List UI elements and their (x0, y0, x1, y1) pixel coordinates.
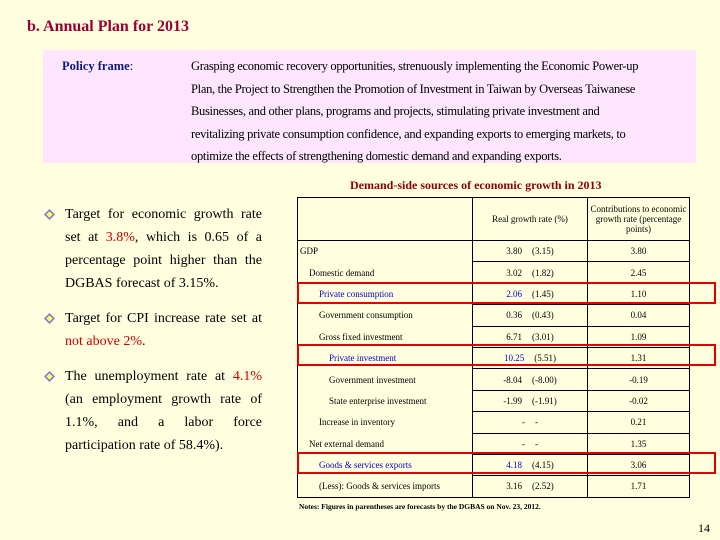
row-label-cell (298, 241, 473, 262)
page-number: 14 (698, 521, 710, 535)
growth-rate-cell (473, 283, 588, 304)
contribution-value: -0.02 (588, 390, 690, 411)
row-label: (Less): Goods & services imports (319, 481, 440, 492)
growth-value: - (522, 417, 525, 428)
bullet-unemployment-target: The unemployment rate at 4.1% (an employment growth rate of 1.1%, and a labor force participation rate of 58.4%). (40, 365, 262, 457)
growth-target-value: 3.8% (105, 230, 135, 245)
row-label: Private investment (329, 353, 397, 364)
growth-value: 2.06 (506, 288, 522, 299)
growth-value: 10.25 (504, 353, 525, 364)
table-row (298, 412, 690, 433)
page-title: b. Annual Plan for 2013 (27, 18, 189, 35)
contribution-value: 0.21 (588, 412, 690, 433)
row-label-cell (298, 283, 473, 304)
forecast-value: (4.15) (532, 460, 554, 471)
policy-frame-box (43, 50, 696, 163)
contribution-value: 1.71 (588, 476, 690, 497)
row-label: Goods & services exports (319, 460, 412, 471)
contribution-value: 1.09 (588, 326, 690, 347)
header-real-growth: Real growth rate (%) (473, 198, 588, 241)
row-label: Gross fixed investment (319, 331, 403, 342)
policy-line: Plan, the Project to Strengthen the Promotion of Investment in Taiwan by Overseas Taiwanese (191, 81, 636, 96)
growth-rate-cell (473, 241, 588, 262)
row-label-cell (298, 390, 473, 411)
policy-frame-label: Policy frame: (62, 59, 134, 73)
table-row (298, 283, 690, 304)
growth-rate-cell (473, 347, 588, 368)
contribution-value: 3.80 (588, 241, 690, 262)
contribution-value: 3.06 (588, 454, 690, 475)
forecast-value: (0.43) (532, 310, 554, 321)
growth-rate-cell (473, 454, 588, 475)
table-notes: Notes: Figures in parentheses are forecasts by the DGBAS on Nov. 23, 2012. (299, 502, 541, 511)
growth-rate-cell (473, 305, 588, 326)
row-label-cell (298, 476, 473, 497)
forecast-value: (1.45) (532, 288, 554, 299)
row-label: Government consumption (319, 310, 413, 321)
row-label-cell (298, 412, 473, 433)
forecast-value: (1.82) (532, 267, 554, 278)
row-label-cell (298, 454, 473, 475)
growth-value: -8.04 (503, 374, 522, 385)
forecast-value: - (535, 438, 538, 449)
growth-rate-cell (473, 326, 588, 347)
table-title: Demand-side sources of economic growth in 2013 (350, 178, 602, 192)
row-label-cell (298, 262, 473, 283)
contribution-value: 2.45 (588, 262, 690, 283)
growth-sources-table (297, 197, 690, 498)
header-contributions: Contributions to economic growth rate (percentage points) (588, 198, 690, 241)
forecast-value: (3.15) (532, 246, 554, 257)
row-label-cell (298, 326, 473, 347)
table-row (298, 241, 690, 262)
growth-rate-cell (473, 390, 588, 411)
table-row (298, 454, 690, 475)
row-label: Increase in inventory (319, 417, 395, 428)
growth-value: 3.16 (506, 481, 522, 492)
forecast-value: (5.51) (534, 353, 556, 364)
growth-rate-cell (473, 262, 588, 283)
row-label-cell (298, 369, 473, 390)
contribution-value: 1.31 (588, 347, 690, 368)
bullet-growth-target: Target for economic growth rate set at 3.8%, which is 0.65 of a percentage point higher than the DGBAS forecast of 3.15%. (40, 203, 262, 295)
row-label: Domestic demand (309, 267, 375, 278)
row-label: Private consumption (319, 288, 394, 299)
growth-rate-cell (473, 476, 588, 497)
policy-line: revitalizing private consumption confidence, and expanding exports to emerging markets, to (191, 126, 626, 141)
table-row (298, 433, 690, 454)
growth-value: 3.80 (506, 246, 522, 257)
table-row (298, 305, 690, 326)
row-label: Government investment (329, 374, 416, 385)
growth-value: -1.99 (503, 395, 522, 406)
diamond-bullet-icon (44, 313, 55, 324)
policy-line: optimize the effects of strengthening domestic demand and expanding exports. (191, 149, 562, 164)
table-row (298, 326, 690, 347)
forecast-value: - (535, 417, 538, 428)
forecast-value: (2.52) (532, 481, 554, 492)
row-label: Net external demand (309, 438, 384, 449)
row-label-cell (298, 347, 473, 368)
growth-rate-cell (473, 412, 588, 433)
row-label: State enterprise investment (329, 395, 427, 406)
contribution-value: 0.04 (588, 305, 690, 326)
policy-line: Businesses, and other plans, programs and projects, stimulating private investment and (191, 104, 600, 119)
table-row (298, 390, 690, 411)
contribution-value: -0.19 (588, 369, 690, 390)
growth-value: 3.02 (506, 267, 522, 278)
growth-value: 6.71 (506, 331, 522, 342)
row-label-cell (298, 305, 473, 326)
unemployment-target-value: 4.1% (232, 369, 262, 384)
contribution-value: 1.35 (588, 433, 690, 454)
growth-value: - (522, 438, 525, 449)
row-label: GDP (300, 246, 319, 257)
row-label-cell (298, 433, 473, 454)
cpi-target-value: not above 2% (65, 334, 142, 349)
forecast-value: (-1.91) (532, 395, 557, 406)
diamond-bullet-icon (44, 209, 55, 220)
growth-rate-cell (473, 369, 588, 390)
table-header-row (298, 198, 690, 241)
forecast-value: (3.01) (532, 331, 554, 342)
growth-rate-cell (473, 433, 588, 454)
table-row (298, 262, 690, 283)
table-row (298, 476, 690, 497)
bullet-cpi-target: Target for CPI increase rate set at not above 2%. (40, 307, 262, 353)
table-row (298, 369, 690, 390)
table-header-blank (298, 198, 473, 241)
forecast-value: (-8.00) (532, 374, 557, 385)
policy-line: Grasping economic recovery opportunities, strenuously implementing the Economic Power-up (191, 59, 639, 73)
contribution-value: 1.10 (588, 283, 690, 304)
table-row (298, 347, 690, 368)
growth-value: 0.36 (506, 310, 522, 321)
diamond-bullet-icon (44, 371, 55, 382)
target-bullet-list (40, 203, 262, 469)
growth-value: 4.18 (506, 460, 522, 471)
